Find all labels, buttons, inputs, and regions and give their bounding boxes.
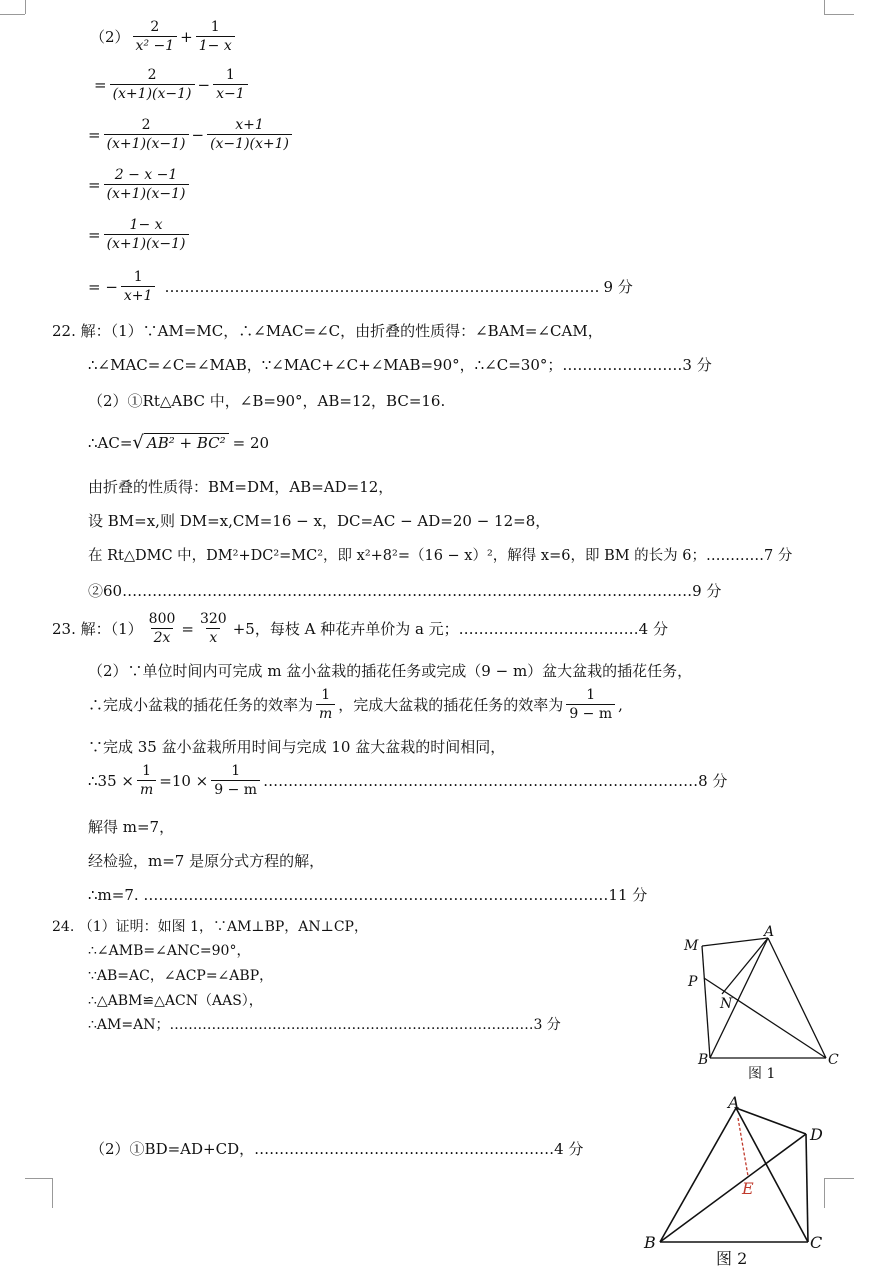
q24-line-4: ∴△ABM≌△ACN（AAS）， (88, 993, 263, 1009)
crop-mark-top-right-v (824, 0, 825, 14)
q22-line-8: ②60……………………………………………………………………………………………………9 分 (88, 582, 722, 600)
segment-AB (660, 1108, 736, 1242)
label-N: N (720, 996, 733, 1012)
sqrt-sign: √ (132, 432, 144, 453)
q24-line-1: 24. （1）证明：如图 1，∵AM⊥BP，AN⊥CP， (52, 919, 368, 935)
fraction: $\frac{2 - x -1}{(x+1)(x-1)}$ (104, 166, 189, 203)
label-P: P (688, 974, 698, 990)
q23-line-1 (52, 610, 668, 647)
operator: + (180, 27, 193, 46)
segment-MA (702, 938, 768, 946)
q23-line-2: （2）∵单位时间内可完成 m 盆小盆栽的插花任务或完成（9 − m）盆大盆栽的插花任务， (88, 662, 693, 680)
q24-line-5: ∴AM=AN；……………………………………………………………………3 分 (88, 1017, 561, 1033)
crop-mark-bottom-left-h (25, 1178, 52, 1179)
equals: = (88, 225, 101, 244)
segment-AB (710, 938, 768, 1058)
fraction: $\frac{1}{x+1}$ (121, 268, 156, 305)
radicand: AB² + BC² (144, 433, 229, 452)
fraction: $\frac{1}{x-1}$ (213, 66, 248, 103)
fraction: $\frac{1}{1- x}$ (196, 18, 235, 55)
crop-mark-top-right-h (824, 14, 854, 15)
q21-line-6 (88, 268, 633, 305)
text: 23. 解：（1） (52, 620, 143, 638)
text: +5，每枝 A 种花卉单价为 a 元；………………………………4 分 (232, 620, 668, 638)
q23-line-7: 经检验，m=7 是原分式方程的解， (88, 852, 325, 870)
equals: = − (88, 277, 118, 296)
crop-mark-top-left-v (25, 0, 26, 14)
operator: − (197, 75, 211, 94)
q23-line-4: ∵完成 35 盆小盆栽所用时间与完成 10 盆大盆栽的时间相同， (88, 738, 506, 756)
segment-DC (806, 1134, 808, 1242)
fraction: $\frac{1}{m}$ (316, 686, 335, 723)
text: ，完成大盆栽的插花任务的效率为 (338, 696, 564, 714)
q22-line-5: 由折叠的性质得：BM=DM，AB=AD=12， (88, 478, 394, 496)
segment-BD (660, 1134, 806, 1242)
q21-line-2 (94, 66, 251, 103)
leader-dots: …………………………………………………………………………… (164, 277, 600, 296)
score: 9 分 (603, 278, 633, 296)
text: ……………………………………………………………………………8 分 (263, 772, 728, 790)
q22-line-7: 在 Rt△DMC 中，DM²+DC²=MC²，即 x²+8²=（16 − x）²，解得 x=6，即 BM 的长为 6；…………7 分 (88, 548, 793, 564)
fraction: $\frac{1}{m}$ (137, 762, 156, 799)
q21-line-5 (88, 216, 192, 253)
fraction: $\frac{2}{(x+1)(x-1)}$ (104, 116, 189, 153)
label-E: E (742, 1179, 754, 1198)
equals: = (88, 175, 101, 194)
fraction: $\frac{1}{9 - m}$ (211, 762, 260, 799)
text: , (618, 695, 623, 714)
fraction: $\frac{800}{2x}$ (148, 611, 176, 646)
equals: = (181, 619, 194, 638)
label-M: M (684, 938, 699, 954)
label-D: D (810, 1125, 823, 1144)
fraction: $\frac{2}{\text{x² −1}}$ (133, 18, 178, 55)
equals: = (88, 125, 101, 144)
label-C: C (810, 1233, 823, 1252)
q23-line-3 (88, 686, 623, 723)
fraction: $\frac{x+1}{(x-1)(x+1)}$ (207, 116, 292, 153)
q21-line-1 (90, 18, 238, 55)
text: =10 × (159, 771, 209, 790)
text: = 20 (232, 433, 270, 452)
segment-AD (736, 1108, 806, 1134)
q23-line-5 (88, 762, 727, 799)
q22-line-6: 设 BM=x,则 DM=x,CM=16 − x，DC=AC − AD=20 − 12=8， (88, 512, 551, 530)
crop-mark-top-left-h (0, 14, 25, 15)
q23-line-8: ∴m=7. …………………………………………………………………………………11 分 (88, 886, 648, 904)
figure-2 (640, 1094, 840, 1266)
label-C: C (828, 1052, 839, 1068)
q23-line-6: 解得 m=7， (88, 818, 175, 836)
figure-1-caption: 图 1 (748, 1066, 776, 1082)
q21-line-4 (88, 166, 192, 203)
crop-mark-bottom-left-v (52, 1178, 53, 1208)
segment-AC (768, 938, 826, 1058)
figure-2-caption: 图 2 (716, 1249, 748, 1266)
fraction: $\frac{2}{(x+1)(x-1)}$ (110, 66, 195, 103)
q24-line-2: ∴∠AMB=∠ANC=90°， (88, 943, 251, 959)
text: ∴完成小盆栽的插花任务的效率为 (88, 696, 314, 714)
label-B: B (698, 1052, 709, 1068)
q24-line-3: ∵AB=AC，∠ACP=∠ABP， (88, 968, 274, 984)
label-B: B (644, 1233, 656, 1252)
fraction: $\frac{1}{9 - m}$ (566, 686, 615, 723)
segment-PC (704, 978, 826, 1058)
segment-MB (702, 946, 710, 1058)
q21-part-label: （2） (90, 28, 130, 46)
label-A: A (764, 924, 775, 940)
text: ∴AC= (88, 433, 133, 452)
text: ∴35 × (88, 771, 134, 790)
q22-line-2: ∴∠MAC=∠C=∠MAB，∵∠MAC+∠C+∠MAB=90°，∴∠C=30°；……………………3 分 (88, 356, 712, 374)
label-A: A (728, 1094, 740, 1112)
operator: − (191, 125, 205, 144)
fraction: $\frac{1- x}{(x+1)(x-1)}$ (104, 216, 189, 253)
q22-line-4 (88, 432, 269, 453)
segment-AC (736, 1108, 808, 1242)
fraction: $\frac{320}{x}$ (199, 611, 227, 646)
q22-line-3: （2）①Rt△ABC 中，∠B=90°，AB=12，BC=16. (88, 392, 446, 410)
equals: = (94, 75, 107, 94)
q22-line-1: 22. 解：（1）∵AM=MC，∴∠MAC=∠C，由折叠的性质得：∠BAM=∠CAM， (52, 322, 603, 340)
q24-line-6: （2）①BD=AD+CD，……………………………………………………4 分 (90, 1140, 584, 1158)
figure-1 (680, 924, 850, 1084)
q21-line-3 (88, 116, 295, 153)
